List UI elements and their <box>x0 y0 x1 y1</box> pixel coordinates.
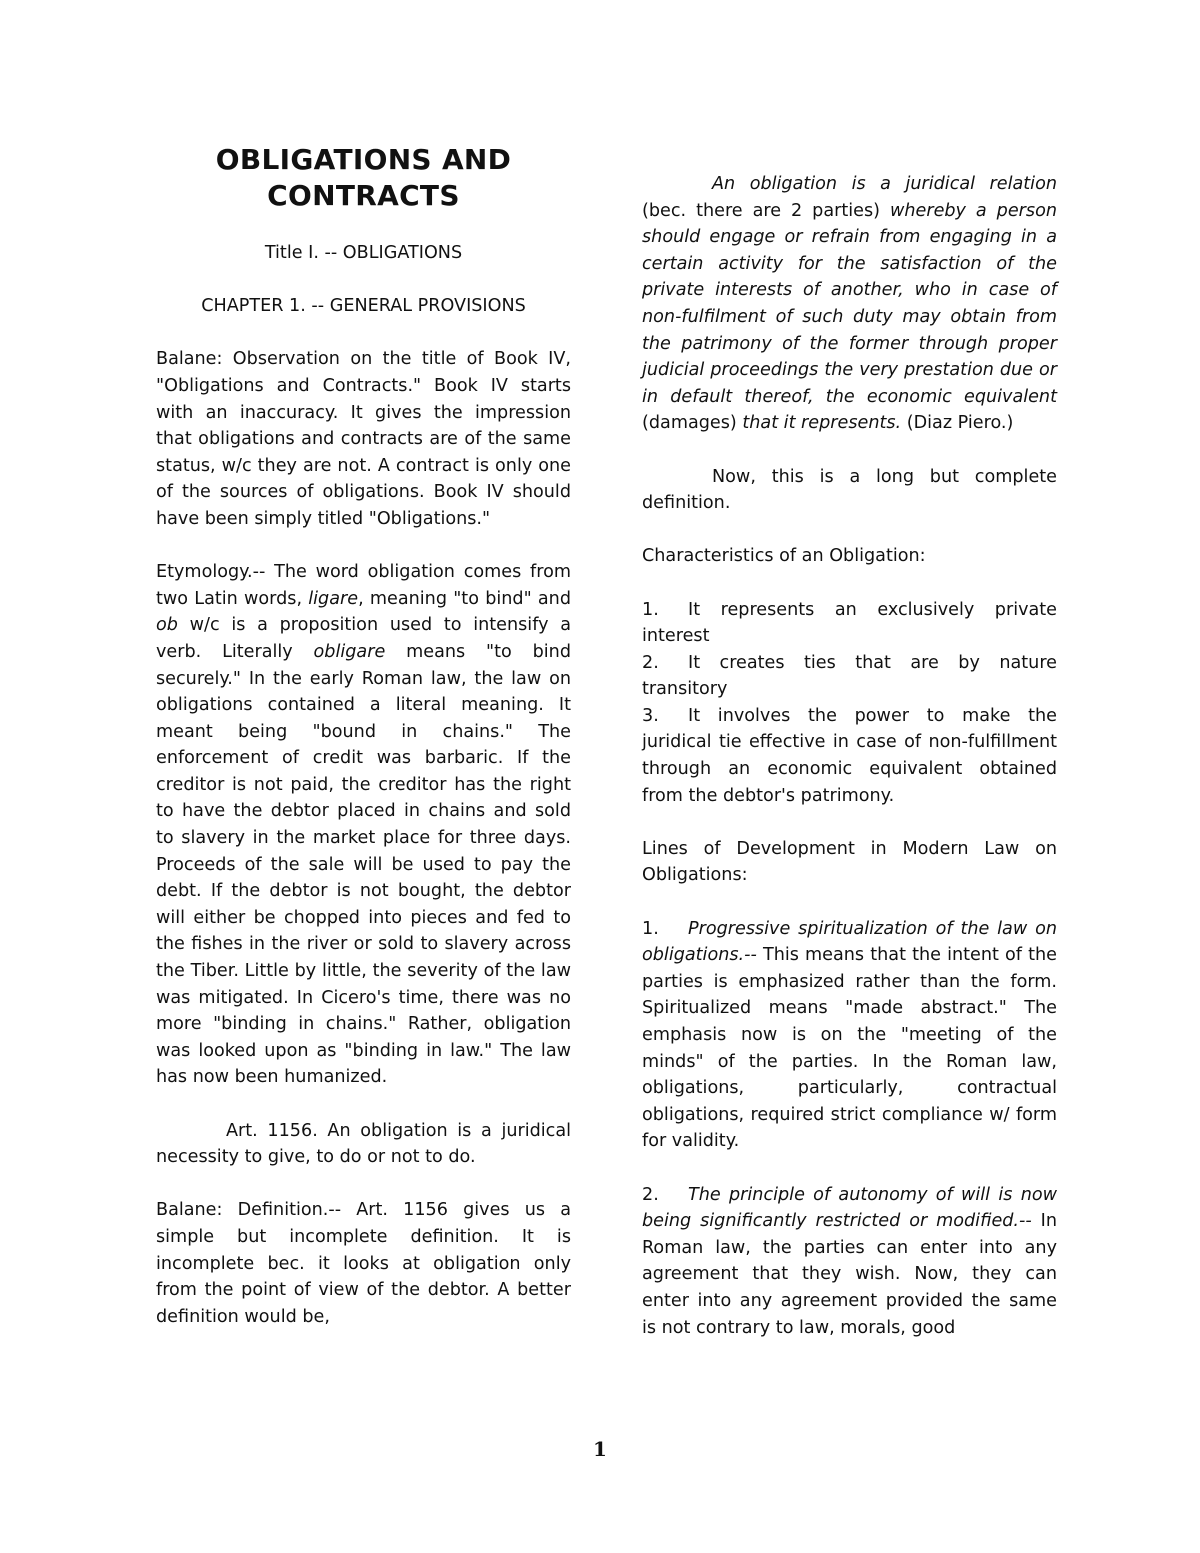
title-heading: Title I. -- OBLIGATIONS <box>264 243 463 263</box>
definition-paragraph: Balane: Definition.-- Art. 1156 gives us a simple but incomplete definition. It is incomplete bec. it looks at obligation only from the point of view of the debtor. A better definition would be, <box>156 1200 571 1327</box>
lines-of-development-heading: Lines of Development in Modern Law on Obligations: <box>642 838 1057 886</box>
balane-observation-paragraph: Balane: Observation on the title of Book IV, "Obligations and Contracts." Book IV starts with an inaccuracy. It gives the impression that obligations and contracts are of the same status, w/c they are not. A contract is only one of the sources of obligations. Book IV should have been simply titled "Obligations." <box>156 349 571 529</box>
etymology-paragraph: Etymology.-- The word obligation comes from two Latin words, ligare, meaning "to bind" and ob w/c is a proposition used to intensify a verb. Literally obligare means "to bind securely." In the early Roman law, the law on obligations contained a literal meaning. It meant being "bound in chains." The enforcement of credit was barbaric. If the creditor is not paid, the creditor has the right to have the debtor placed in chains and sold to slavery in the market place for three days. Proceeds of the sale will be used to pay the debt. If the debtor is not bought, the debtor will either be chopped into pieces and fed to the fishes in the river or sold to slavery across the Tiber. Little by little, the severity of the law was mitigated. In Cicero's time, there was no more "binding in chains." Rather, obligation was looked upon as "binding in law." The law has now been humanized. <box>156 562 572 1088</box>
list-item: 2. It creates ties that are by nature transitory <box>642 652 1057 700</box>
right-column <box>642 171 1057 1341</box>
characteristics-heading: Characteristics of an Obligation: <box>642 546 926 567</box>
page-number: 1 <box>593 1437 607 1461</box>
development-item-2: 2. The principle of autonomy of will is now being significantly restricted or modified.-- In Roman law, the parties can enter into any agreement that they wish. Now, they can enter into any agreement provided the same is not contrary to law, morals, good <box>642 1184 1057 1338</box>
article-1156: Art. 1156. An obligation is a juridical necessity to give, to do or not to do. <box>156 1120 571 1168</box>
document-title: OBLIGATIONS AND CONTRACTS <box>215 143 512 212</box>
chapter-heading: CHAPTER 1. -- GENERAL PROVISIONS <box>201 296 526 317</box>
complete-definition-note: Now, this is a long but complete definition. <box>642 466 1057 514</box>
list-item: 1. It represents an exclusively private interest <box>642 599 1057 647</box>
left-column <box>156 142 571 1330</box>
obligation-definition: An obligation is a juridical relation (bec. there are 2 parties) whereby a person should engage or refrain from engaging in a certain activity for the satisfaction of the private interests of another, who in case of non-fulfilment of such duty may obtain from the patrimony of the former through proper judicial proceedings the very prestation due or in default thereof, the economic equivalent (damages) that it represents. (Diaz Piero.) <box>642 174 1057 434</box>
list-item: 3. It involves the power to make the juridical tie effective in case of non-fulfillment through an economic equivalent obtained from the debtor's patrimony. <box>642 705 1057 806</box>
development-item-1: 1. Progressive spiritualization of the law on obligations.-- This means that the intent of the parties is emphasized rather than the form. Spiritualized means "made abstract." The emphasis now is on the "meeting of the minds" of the parties. In the Roman law, obligations, particularly, contractual obligations, required strict compliance w/ form for validity. <box>642 918 1057 1152</box>
